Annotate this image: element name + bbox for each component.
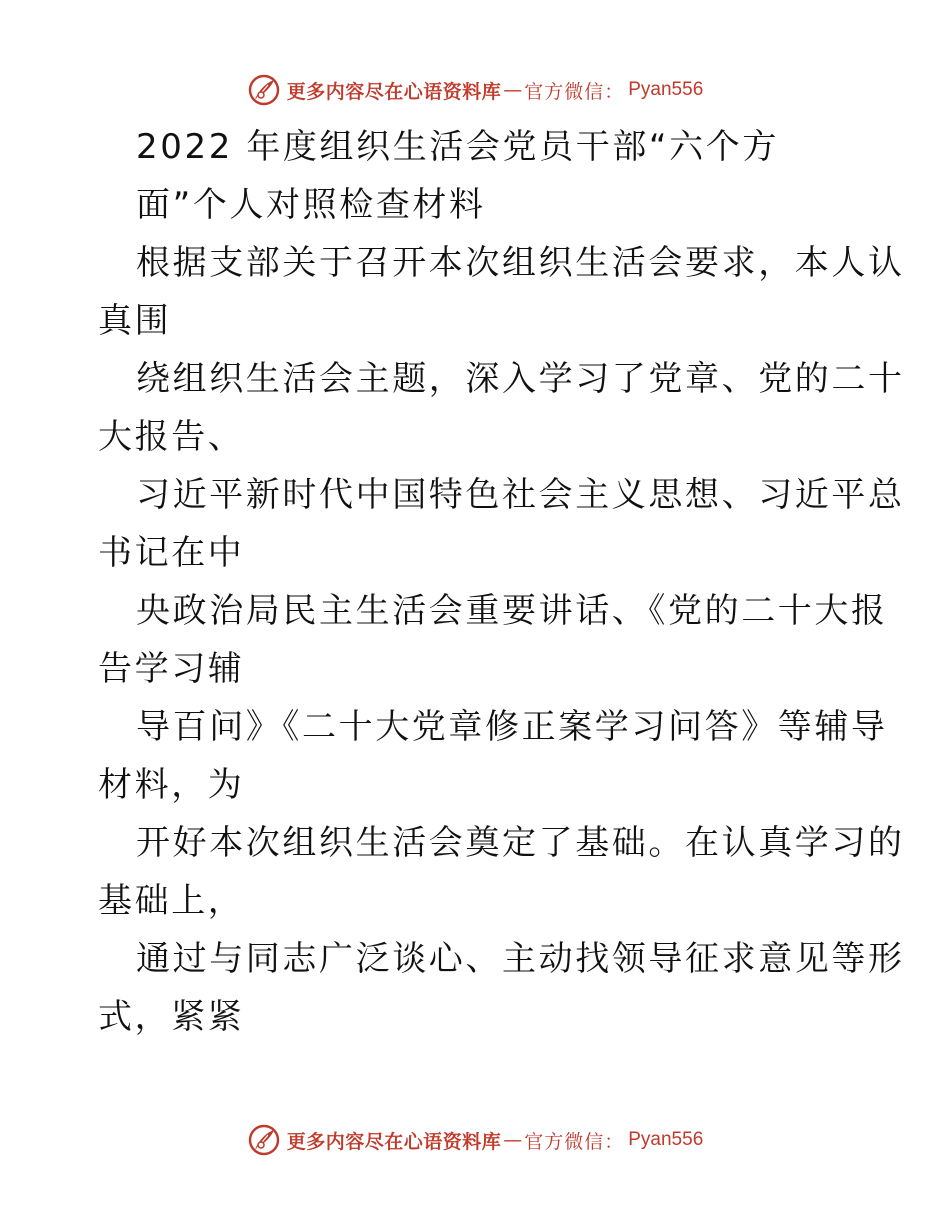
banner-wechat-label: 官方微信： [524, 1130, 625, 1153]
paragraph-line: 材料，为 [98, 765, 245, 805]
banner-wechat-id: Pyan556 [628, 1129, 704, 1150]
feather-quill-logo-icon [247, 1123, 281, 1157]
paragraph-line: 习近平新时代中国特色社会主义思想、习近平总 [136, 475, 905, 515]
banner-separator: — [503, 79, 523, 101]
paragraph-line: 导百问》《二十大党章修正案学习问答》等辅导 [136, 707, 888, 747]
document-body [98, 118, 905, 1046]
banner-wechat-id: Pyan556 [628, 79, 704, 100]
footer-watermark-banner [0, 1120, 950, 1160]
feather-quill-logo-icon [247, 73, 281, 107]
paragraph-line: 开好本次组织生活会奠定了基础。在认真学习的 [136, 823, 905, 863]
paragraph-line: 基础上， [98, 881, 245, 921]
banner-brand-text: 更多内容尽在心语资料库 [286, 80, 502, 103]
paragraph-line: 大报告、 [98, 417, 245, 457]
document-title-line-2: 面”个人对照检查材料 [136, 185, 486, 225]
document-title-line-1: 2022 年度组织生活会党员干部“六个方 [136, 127, 779, 167]
paragraph-line: 式，紧紧 [98, 997, 245, 1037]
paragraph-line: 真围 [98, 301, 172, 341]
paragraph-line: 央政治局民主生活会重要讲话、《党的二十大报 [136, 591, 888, 631]
banner-separator: — [503, 1129, 523, 1151]
paragraph-line: 通过与同志广泛谈心、主动找领导征求意见等形 [136, 939, 905, 979]
paragraph-line: 绕组织生活会主题，深入学习了党章、党的二十 [136, 359, 905, 399]
paragraph-line: 告学习辅 [98, 649, 245, 689]
header-watermark-banner [0, 70, 950, 110]
paragraph-line: 根据支部关于召开本次组织生活会要求，本人认 [136, 243, 905, 283]
paragraph-line: 书记在中 [98, 533, 245, 573]
banner-wechat-label: 官方微信： [524, 80, 625, 103]
banner-brand-text: 更多内容尽在心语资料库 [286, 1130, 502, 1153]
